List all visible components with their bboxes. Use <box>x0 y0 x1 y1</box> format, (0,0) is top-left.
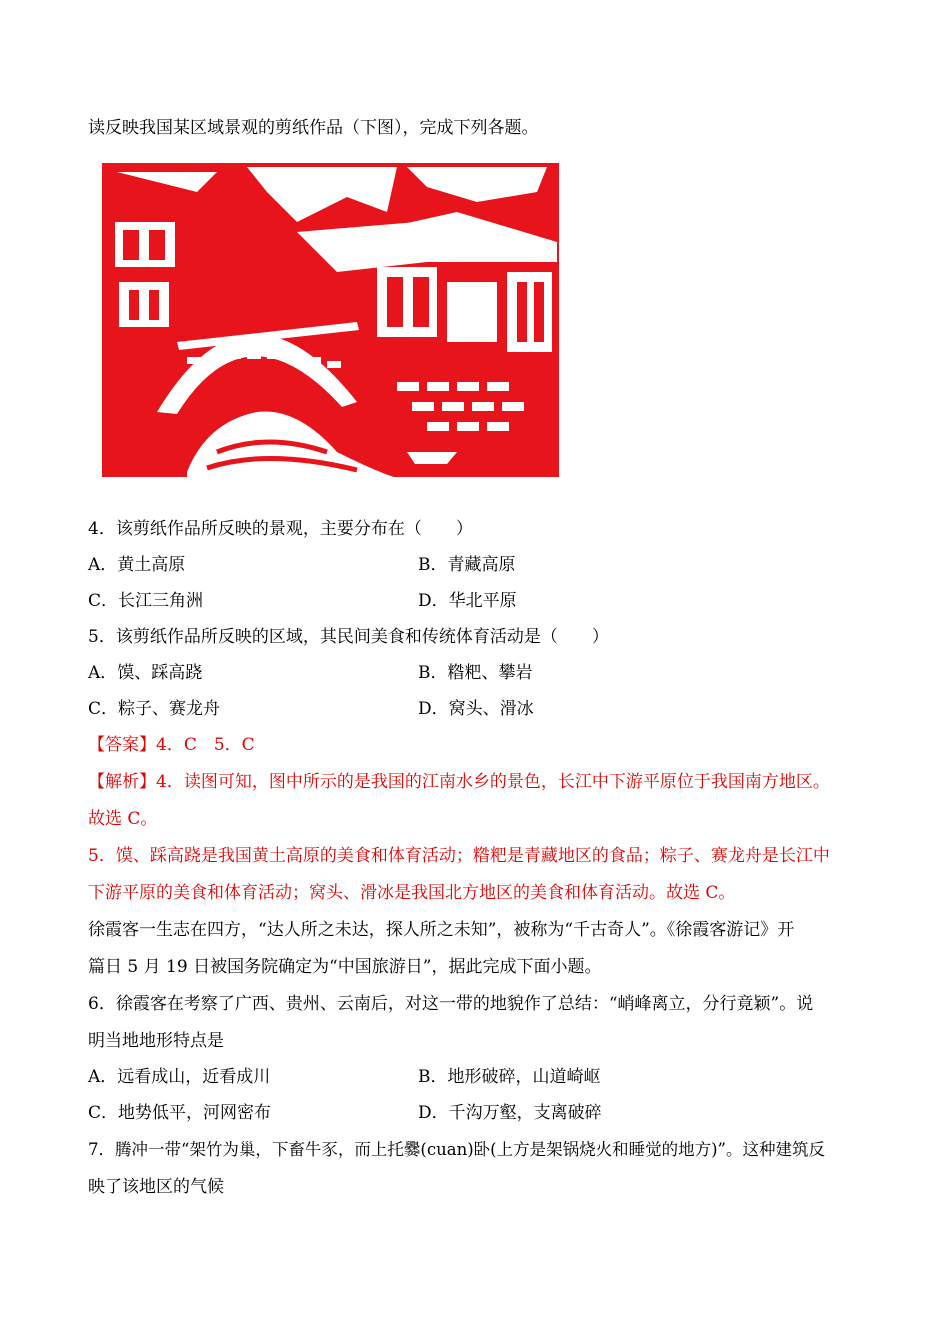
intro-2-line-1: 徐霞客一生志在四方，“达人所之未达，探人所之未知”，被称为“千古奇人”。《徐霞客游记》开 <box>88 920 795 940</box>
question-4-option-b: B．青藏高原 <box>418 555 516 575</box>
question-7-stem-1: 7．腾冲一带“架竹为巢，下畜牛豕，而上托爨(cuan)卧(上方是架锅烧火和睡觉的地方)”。这种建筑反 <box>88 1140 825 1159</box>
answer-text: 4．C 5．C <box>156 735 255 755</box>
question-6-option-d: D．千沟万壑，支离破碎 <box>418 1103 602 1123</box>
question-6-stem-2: 明当地地形特点是 <box>88 1031 224 1051</box>
analysis-line-4: 下游平原的美食和体育活动；窝头、滑冰是我国北方地区的美食和体育活动。故选 C。 <box>88 883 736 903</box>
question-5-stem: 5．该剪纸作品所反映的区域，其民间美食和传统体育活动是（ ） <box>88 627 609 647</box>
analysis-tag: 【解析】 <box>88 772 156 792</box>
question-6-option-a: A．远看成山，近看成川 <box>88 1067 271 1087</box>
question-5-option-d: D．窝头、滑冰 <box>418 699 534 719</box>
papercut-jiangnan-water-town-image <box>97 152 564 480</box>
question-4-stem: 4．该剪纸作品所反映的景观，主要分布在（ ） <box>88 519 473 539</box>
question-4-option-d: D．华北平原 <box>418 591 517 611</box>
question-6-option-b: B．地形破碎，山道崎岖 <box>418 1067 601 1087</box>
answer-line <box>88 734 255 756</box>
question-6-option-c: C．地势低平，河网密布 <box>88 1103 272 1123</box>
question-4-option-a: A．黄土高原 <box>88 555 186 575</box>
analysis-text-1: 4．读图可知，图中所示的是我国的江南水乡的景色，长江中下游平原位于我国南方地区。 <box>156 772 830 792</box>
analysis-line-2: 故选 C。 <box>88 809 158 829</box>
question-7-stem-2: 映了该地区的气候 <box>88 1177 224 1197</box>
answer-tag: 【答案】 <box>88 735 156 755</box>
analysis-line-3: 5．馍、踩高跷是我国黄土高原的美食和体育活动；糌粑是青藏地区的食品；粽子、赛龙舟是长江中 <box>88 846 830 866</box>
analysis-line-1 <box>88 771 830 793</box>
intro-2-line-2: 篇日 5 月 19 日被国务院确定为“中国旅游日”，据此完成下面小题。 <box>88 957 602 977</box>
question-6-stem-1: 6．徐霞客在考察了广西、贵州、云南后，对这一带的地貌作了总结：“峭峰离立，分行竟颖”。说 <box>88 994 814 1014</box>
question-4-option-c: C．长江三角洲 <box>88 591 204 611</box>
question-5-option-a: A．馍、踩高跷 <box>88 663 203 683</box>
question-5-option-c: C．粽子、赛龙舟 <box>88 699 221 719</box>
intro-text: 读反映我国某区域景观的剪纸作品（下图），完成下列各题。 <box>88 118 539 138</box>
question-5-option-b: B．糌粑、攀岩 <box>418 663 533 683</box>
